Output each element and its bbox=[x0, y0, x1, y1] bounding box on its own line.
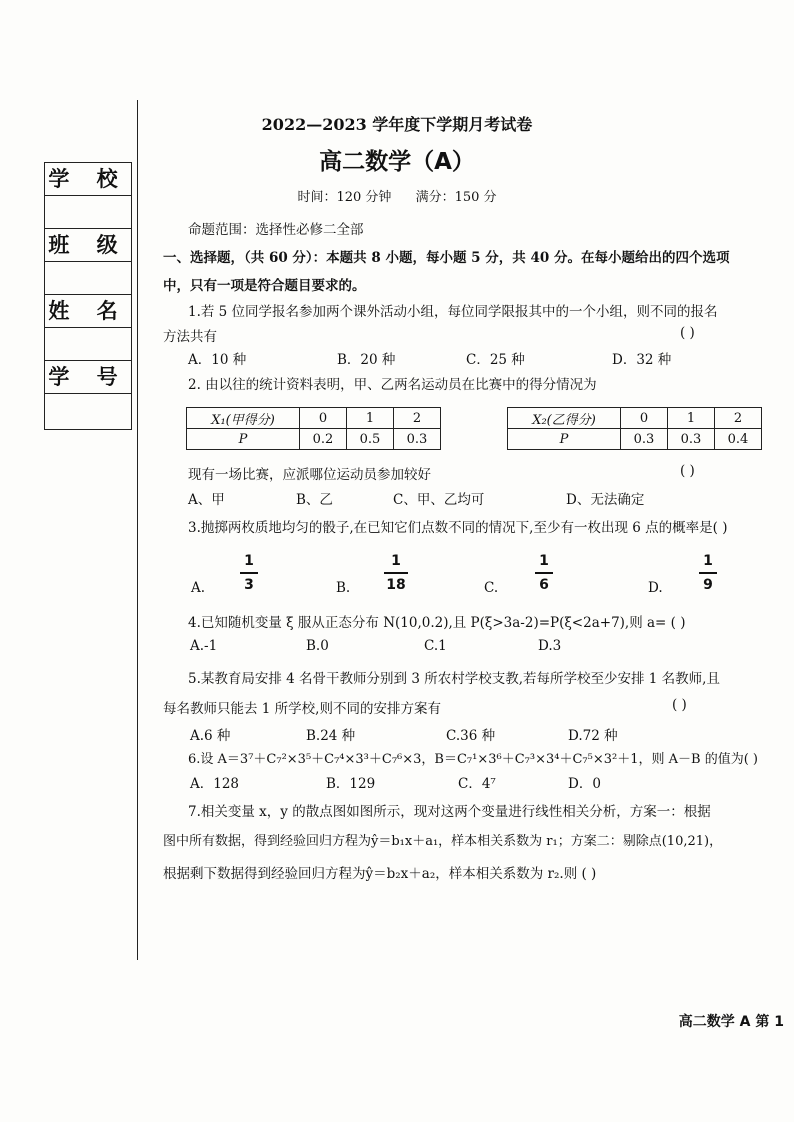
q2-text: 2. 由以往的统计资料表明，甲、乙两名运动员在比赛中的得分情况为 bbox=[188, 377, 597, 393]
fraction-denominator: 3 bbox=[244, 576, 254, 593]
table-cell: X₂(乙得分) bbox=[508, 408, 621, 429]
player-a-distribution-table bbox=[186, 407, 441, 450]
player-b-distribution-table bbox=[507, 407, 762, 450]
q4-option-c: C.1 bbox=[424, 638, 447, 654]
q3-text: 3.抛掷两枚质地均匀的骰子,在已知它们点数不同的情况下,至少有一枚出现 6 点的概率是( ) bbox=[188, 520, 728, 536]
full-score: 满分：150 分 bbox=[415, 190, 497, 205]
q4-option-d: D.3 bbox=[538, 638, 562, 654]
q3-option-c-letter: C. bbox=[484, 580, 499, 596]
q6-option-d: D．0 bbox=[568, 776, 601, 792]
q1-option-b: B．20 种 bbox=[337, 352, 396, 368]
student-id-label: 学 号 bbox=[45, 361, 131, 394]
q6-text: 6.设 A＝3⁷＋C₇²×3⁵＋C₇⁴×3³＋C₇⁶×3，B＝C₇¹×3⁶＋C₇³×3⁴＋C₇⁵×3²＋1，则 A－B 的值为( ) bbox=[188, 752, 758, 767]
table-cell: 0.2 bbox=[300, 429, 347, 450]
fraction-bar bbox=[699, 572, 717, 574]
class-label: 班 级 bbox=[45, 229, 131, 262]
table-cell: 0.4 bbox=[715, 429, 762, 450]
q4-text: 4.已知随机变量 ξ 服从正态分布 N(10,0.2),且 P(ξ>3a-2)=P(ξ<2a+7),则 a= ( ) bbox=[188, 615, 686, 631]
q3-option-d-fraction bbox=[699, 553, 717, 593]
q2-option-a: A、甲 bbox=[188, 492, 225, 508]
q5-option-a: A.6 种 bbox=[190, 728, 231, 744]
q5-text-1: 5.某教育局安排 4 名骨干教师分别到 3 所农村学校支教,若每所学校至少安排 1 名教师,且 bbox=[188, 671, 720, 687]
q3-option-a-letter: A. bbox=[191, 580, 206, 596]
fraction-denominator: 18 bbox=[386, 576, 406, 593]
table-cell: P bbox=[508, 429, 621, 450]
table-cell: 0.3 bbox=[394, 429, 441, 450]
exam-year-title: 2022—2023 学年度下学期月考试卷 bbox=[261, 115, 533, 134]
fraction-numerator: 1 bbox=[244, 553, 254, 569]
table-cell: 0.3 bbox=[668, 429, 715, 450]
table-cell: P bbox=[187, 429, 300, 450]
exam-subject-title: 高二数学（A） bbox=[319, 149, 475, 175]
q1-option-c: C．25 种 bbox=[466, 352, 525, 368]
section1-instructions-1: 一、选择题，（共 60 分）：本题共 8 小题，每小题 5 分，共 40 分。在每小题给出的四个选项 bbox=[163, 250, 730, 266]
q1-text-2: 方法共有 bbox=[163, 329, 217, 345]
table-row bbox=[508, 429, 762, 450]
fraction-numerator: 1 bbox=[539, 553, 549, 569]
q1-answer-paren: ( ) bbox=[680, 325, 695, 341]
class-field[interactable] bbox=[45, 262, 131, 295]
fraction-numerator: 1 bbox=[391, 553, 401, 569]
table-cell: 0 bbox=[300, 408, 347, 429]
fraction-bar bbox=[535, 572, 553, 574]
student-id-field[interactable] bbox=[45, 394, 131, 427]
q5-answer-paren: ( ) bbox=[672, 697, 687, 713]
q7-text-3: 根据剩下数据得到经验回归方程为ŷ＝b₂x＋a₂，样本相关系数为 r₂.则 ( ) bbox=[163, 866, 597, 882]
exam-scope: 命题范围：选择性必修二全部 bbox=[188, 222, 364, 238]
q6-option-b: B．129 bbox=[326, 776, 376, 792]
exam-meta bbox=[0, 186, 794, 205]
q6-option-c: C．4⁷ bbox=[458, 776, 496, 792]
q1-option-d: D．32 种 bbox=[612, 352, 672, 368]
q6-option-a: A．128 bbox=[190, 776, 240, 792]
q2-option-d: D、无法确定 bbox=[566, 492, 645, 508]
page-footer: 高二数学 A 第 1 bbox=[678, 1014, 784, 1030]
fraction-denominator: 6 bbox=[539, 576, 549, 593]
q5-text-2: 每名教师只能去 1 所学校,则不同的安排方案有 bbox=[163, 701, 441, 717]
q5-option-b: B.24 种 bbox=[306, 728, 356, 744]
q2-answer-paren: ( ) bbox=[680, 463, 695, 479]
q3-option-b-fraction bbox=[384, 553, 408, 593]
table-row bbox=[187, 429, 441, 450]
name-label: 姓 名 bbox=[45, 295, 131, 328]
table-cell: X₁(甲得分) bbox=[187, 408, 300, 429]
table-cell: 2 bbox=[394, 408, 441, 429]
q5-option-c: C.36 种 bbox=[446, 728, 496, 744]
q2-option-c: C、甲、乙均可 bbox=[393, 492, 485, 508]
q2-option-b: B、乙 bbox=[296, 492, 333, 508]
q3-option-d-letter: D. bbox=[648, 580, 663, 596]
q3-option-a-fraction bbox=[240, 553, 258, 593]
q3-option-b-letter: B. bbox=[336, 580, 351, 596]
q3-option-c-fraction bbox=[535, 553, 553, 593]
binding-line bbox=[137, 100, 138, 960]
table-row bbox=[187, 408, 441, 429]
fraction-numerator: 1 bbox=[703, 553, 713, 569]
table-cell: 2 bbox=[715, 408, 762, 429]
table-row bbox=[508, 408, 762, 429]
fraction-bar bbox=[240, 572, 258, 574]
table-cell: 1 bbox=[347, 408, 394, 429]
name-field[interactable] bbox=[45, 328, 131, 361]
fraction-bar bbox=[384, 572, 408, 574]
table-cell: 0 bbox=[621, 408, 668, 429]
school-label: 学 校 bbox=[45, 163, 131, 196]
fraction-denominator: 9 bbox=[703, 576, 713, 593]
q4-option-a: A.-1 bbox=[190, 638, 218, 654]
q1-option-a: A．10 种 bbox=[188, 352, 247, 368]
q7-text-1: 7.相关变量 x，y 的散点图如图所示，现对这两个变量进行线性相关分析，方案一：根据 bbox=[188, 804, 711, 820]
q7-text-2: 图中所有数据，得到经验回归方程为ŷ＝b₁x＋a₁，样本相关系数为 r₁；方案二：剔除点(10,21)， bbox=[163, 834, 723, 849]
table-cell: 1 bbox=[668, 408, 715, 429]
q5-option-d: D.72 种 bbox=[568, 728, 618, 744]
table-cell: 0.5 bbox=[347, 429, 394, 450]
q4-option-b: B.0 bbox=[306, 638, 329, 654]
q1-text-1: 1.若 5 位同学报名参加两个课外活动小组，每位同学限报其中的一个小组，则不同的报名 bbox=[188, 304, 718, 320]
table-cell: 0.3 bbox=[621, 429, 668, 450]
q2-question: 现有一场比赛，应派哪位运动员参加较好 bbox=[188, 467, 431, 483]
time-limit: 时间：120 分钟 bbox=[297, 190, 392, 205]
section1-instructions-2: 中，只有一项是符合题目要求的。 bbox=[163, 278, 366, 294]
